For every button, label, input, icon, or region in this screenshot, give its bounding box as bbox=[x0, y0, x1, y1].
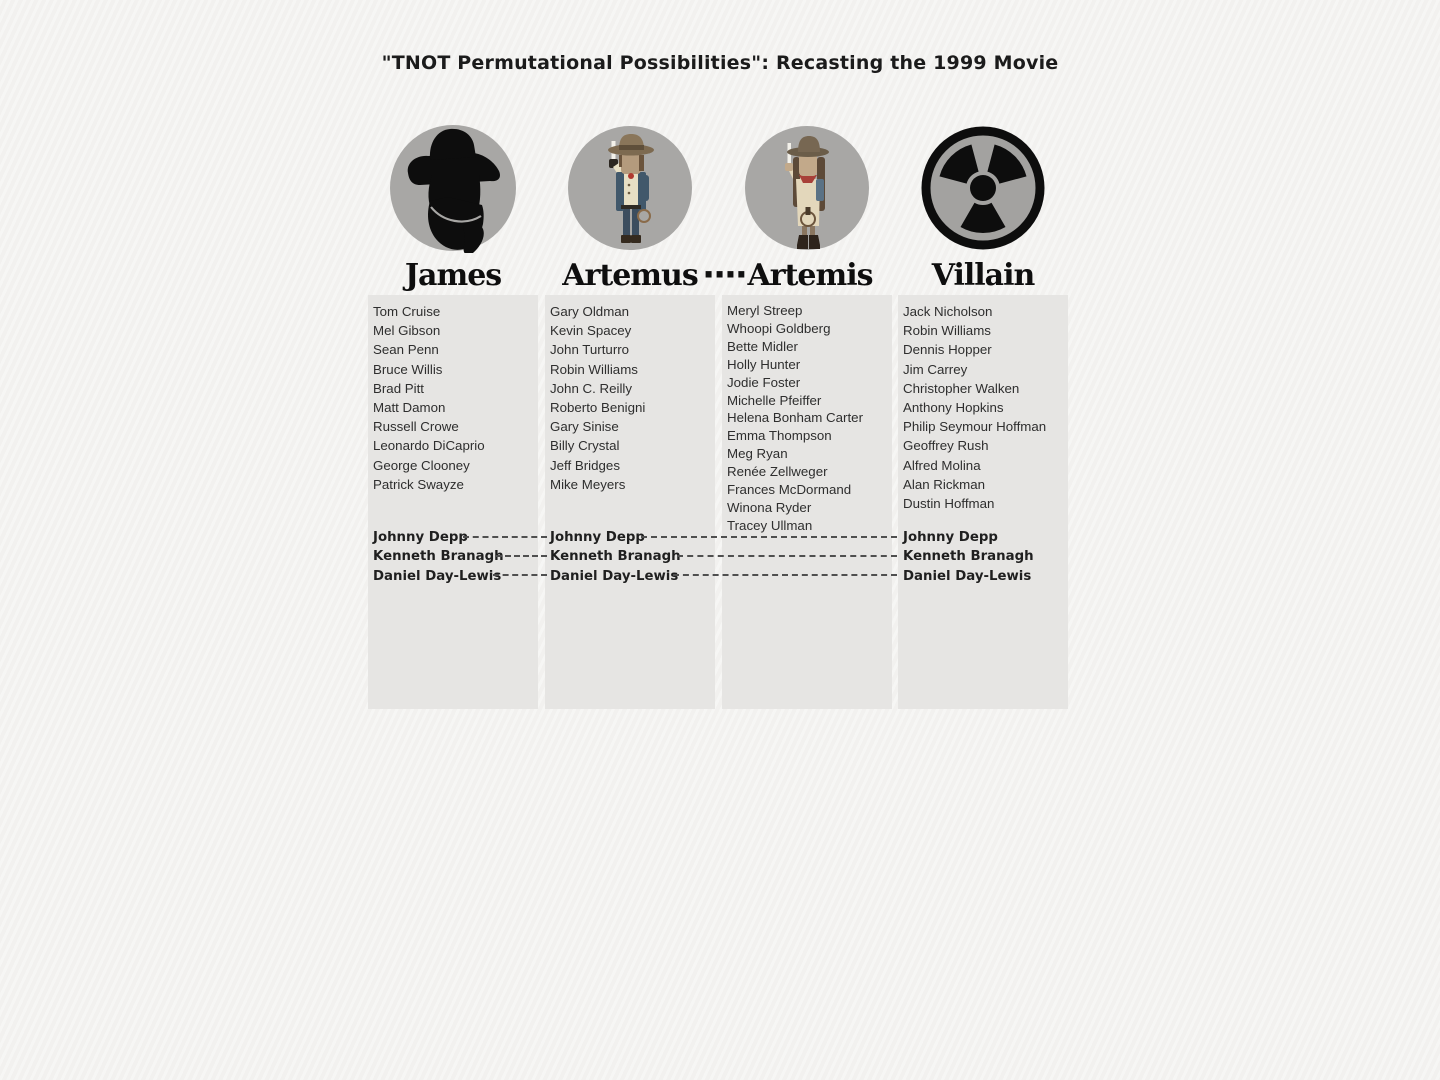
role-header-artemus: Artemus bbox=[562, 258, 698, 293]
candidate-name: Meg Ryan bbox=[727, 446, 788, 462]
candidate-name: Alan Rickman bbox=[903, 476, 986, 492]
candidate-name: Jim Carrey bbox=[903, 361, 968, 377]
candidate-name: Tracey Ullman bbox=[727, 517, 813, 533]
candidate-name: Whoopi Goldberg bbox=[727, 320, 831, 336]
candidate-name: Russell Crowe bbox=[373, 419, 459, 435]
candidate-name: Brad Pitt bbox=[373, 380, 424, 396]
finalist-name: Kenneth Branagh bbox=[550, 549, 681, 565]
cowgirl-character-icon bbox=[742, 123, 872, 253]
panel-artemus bbox=[545, 295, 715, 709]
candidate-list-artemus bbox=[545, 295, 715, 494]
candidate-list-artemis bbox=[722, 295, 892, 535]
candidate-list-villain bbox=[898, 295, 1068, 513]
candidate-name: Emma Thompson bbox=[727, 428, 832, 444]
candidate-name: Mel Gibson bbox=[373, 323, 441, 339]
finalist-name: Kenneth Branagh bbox=[903, 549, 1034, 565]
finalist-name: Daniel Day-Lewis bbox=[903, 568, 1032, 584]
candidate-name: Alfred Molina bbox=[903, 457, 981, 473]
candidate-name: Frances McDormand bbox=[727, 482, 852, 498]
panel-villain bbox=[898, 295, 1068, 709]
candidate-name: Anthony Hopkins bbox=[903, 400, 1004, 416]
connector-dash-kenneth-branagh-left bbox=[496, 555, 547, 557]
finalist-list-villain bbox=[903, 528, 1066, 586]
candidate-name: Holly Hunter bbox=[727, 356, 801, 372]
finalist-name: Johnny Depp bbox=[550, 530, 645, 545]
candidate-name: Gary Sinise bbox=[550, 419, 619, 435]
candidate-name: Mike Meyers bbox=[550, 476, 626, 492]
radiation-symbol-icon bbox=[918, 123, 1048, 253]
candidate-name: John Turturro bbox=[550, 342, 630, 358]
candidate-name: Robin Williams bbox=[550, 361, 638, 377]
candidate-name: Helena Bonham Carter bbox=[727, 410, 863, 426]
candidate-name: Christopher Walken bbox=[903, 380, 1020, 396]
finalist-name: Daniel Day-Lewis bbox=[373, 568, 502, 584]
cowboy-character-icon bbox=[565, 123, 695, 253]
page-title: "TNOT Permutational Possibilities": Recasting the 1999 Movie bbox=[381, 52, 1059, 74]
connector-dash-daniel-day-lewis-left bbox=[493, 574, 547, 576]
connector-dash-johnny-depp-right bbox=[641, 536, 897, 538]
header-connector-dots-icon: ···· bbox=[702, 255, 746, 295]
candidate-name: Jodie Foster bbox=[727, 374, 801, 390]
candidate-name: Philip Seymour Hoffman bbox=[903, 419, 1047, 435]
candidate-name: Robin Williams bbox=[903, 323, 991, 339]
candidate-name: Winona Ryder bbox=[727, 499, 812, 515]
candidate-name: Billy Crystal bbox=[550, 438, 620, 454]
candidate-name: Meryl Streep bbox=[727, 303, 803, 318]
candidate-name: Bruce Willis bbox=[373, 361, 443, 377]
cowboy-hat-silhouette-icon bbox=[388, 123, 518, 253]
candidate-name: Renée Zellweger bbox=[727, 464, 828, 480]
candidate-name: Tom Cruise bbox=[373, 304, 441, 319]
connector-dash-johnny-depp-left bbox=[463, 536, 547, 538]
candidate-list-james bbox=[368, 295, 538, 494]
role-header-james: James bbox=[404, 258, 502, 293]
candidate-name: Kevin Spacey bbox=[550, 323, 632, 339]
candidate-name: George Clooney bbox=[373, 457, 470, 473]
panel-james bbox=[368, 295, 538, 709]
candidate-name: John C. Reilly bbox=[550, 380, 633, 396]
candidate-name: Patrick Swayze bbox=[373, 476, 464, 492]
finalist-name: Johnny Depp bbox=[373, 530, 468, 545]
connector-dash-kenneth-branagh-right bbox=[677, 555, 897, 557]
finalist-name: Daniel Day-Lewis bbox=[550, 568, 679, 584]
role-header-artemis: Artemis bbox=[747, 258, 873, 293]
candidate-name: Dustin Hoffman bbox=[903, 496, 995, 512]
candidate-name: Jack Nicholson bbox=[903, 304, 993, 319]
candidate-name: Geoffrey Rush bbox=[903, 438, 989, 454]
panel-artemis bbox=[722, 295, 892, 709]
role-header-villain: Villain bbox=[931, 258, 1035, 293]
candidate-name: Dennis Hopper bbox=[903, 342, 992, 358]
candidate-name: Jeff Bridges bbox=[550, 457, 620, 473]
candidate-name: Michelle Pfeiffer bbox=[727, 392, 822, 408]
candidate-name: Sean Penn bbox=[373, 342, 439, 358]
candidate-name: Bette Midler bbox=[727, 338, 798, 354]
connector-dash-daniel-day-lewis-right bbox=[673, 574, 897, 576]
candidate-name: Matt Damon bbox=[373, 400, 446, 416]
finalist-name: Kenneth Branagh bbox=[373, 549, 504, 565]
finalist-name: Johnny Depp bbox=[903, 530, 998, 545]
candidate-name: Roberto Benigni bbox=[550, 400, 646, 416]
candidate-name: Gary Oldman bbox=[550, 304, 630, 319]
candidate-name: Leonardo DiCaprio bbox=[373, 438, 485, 454]
